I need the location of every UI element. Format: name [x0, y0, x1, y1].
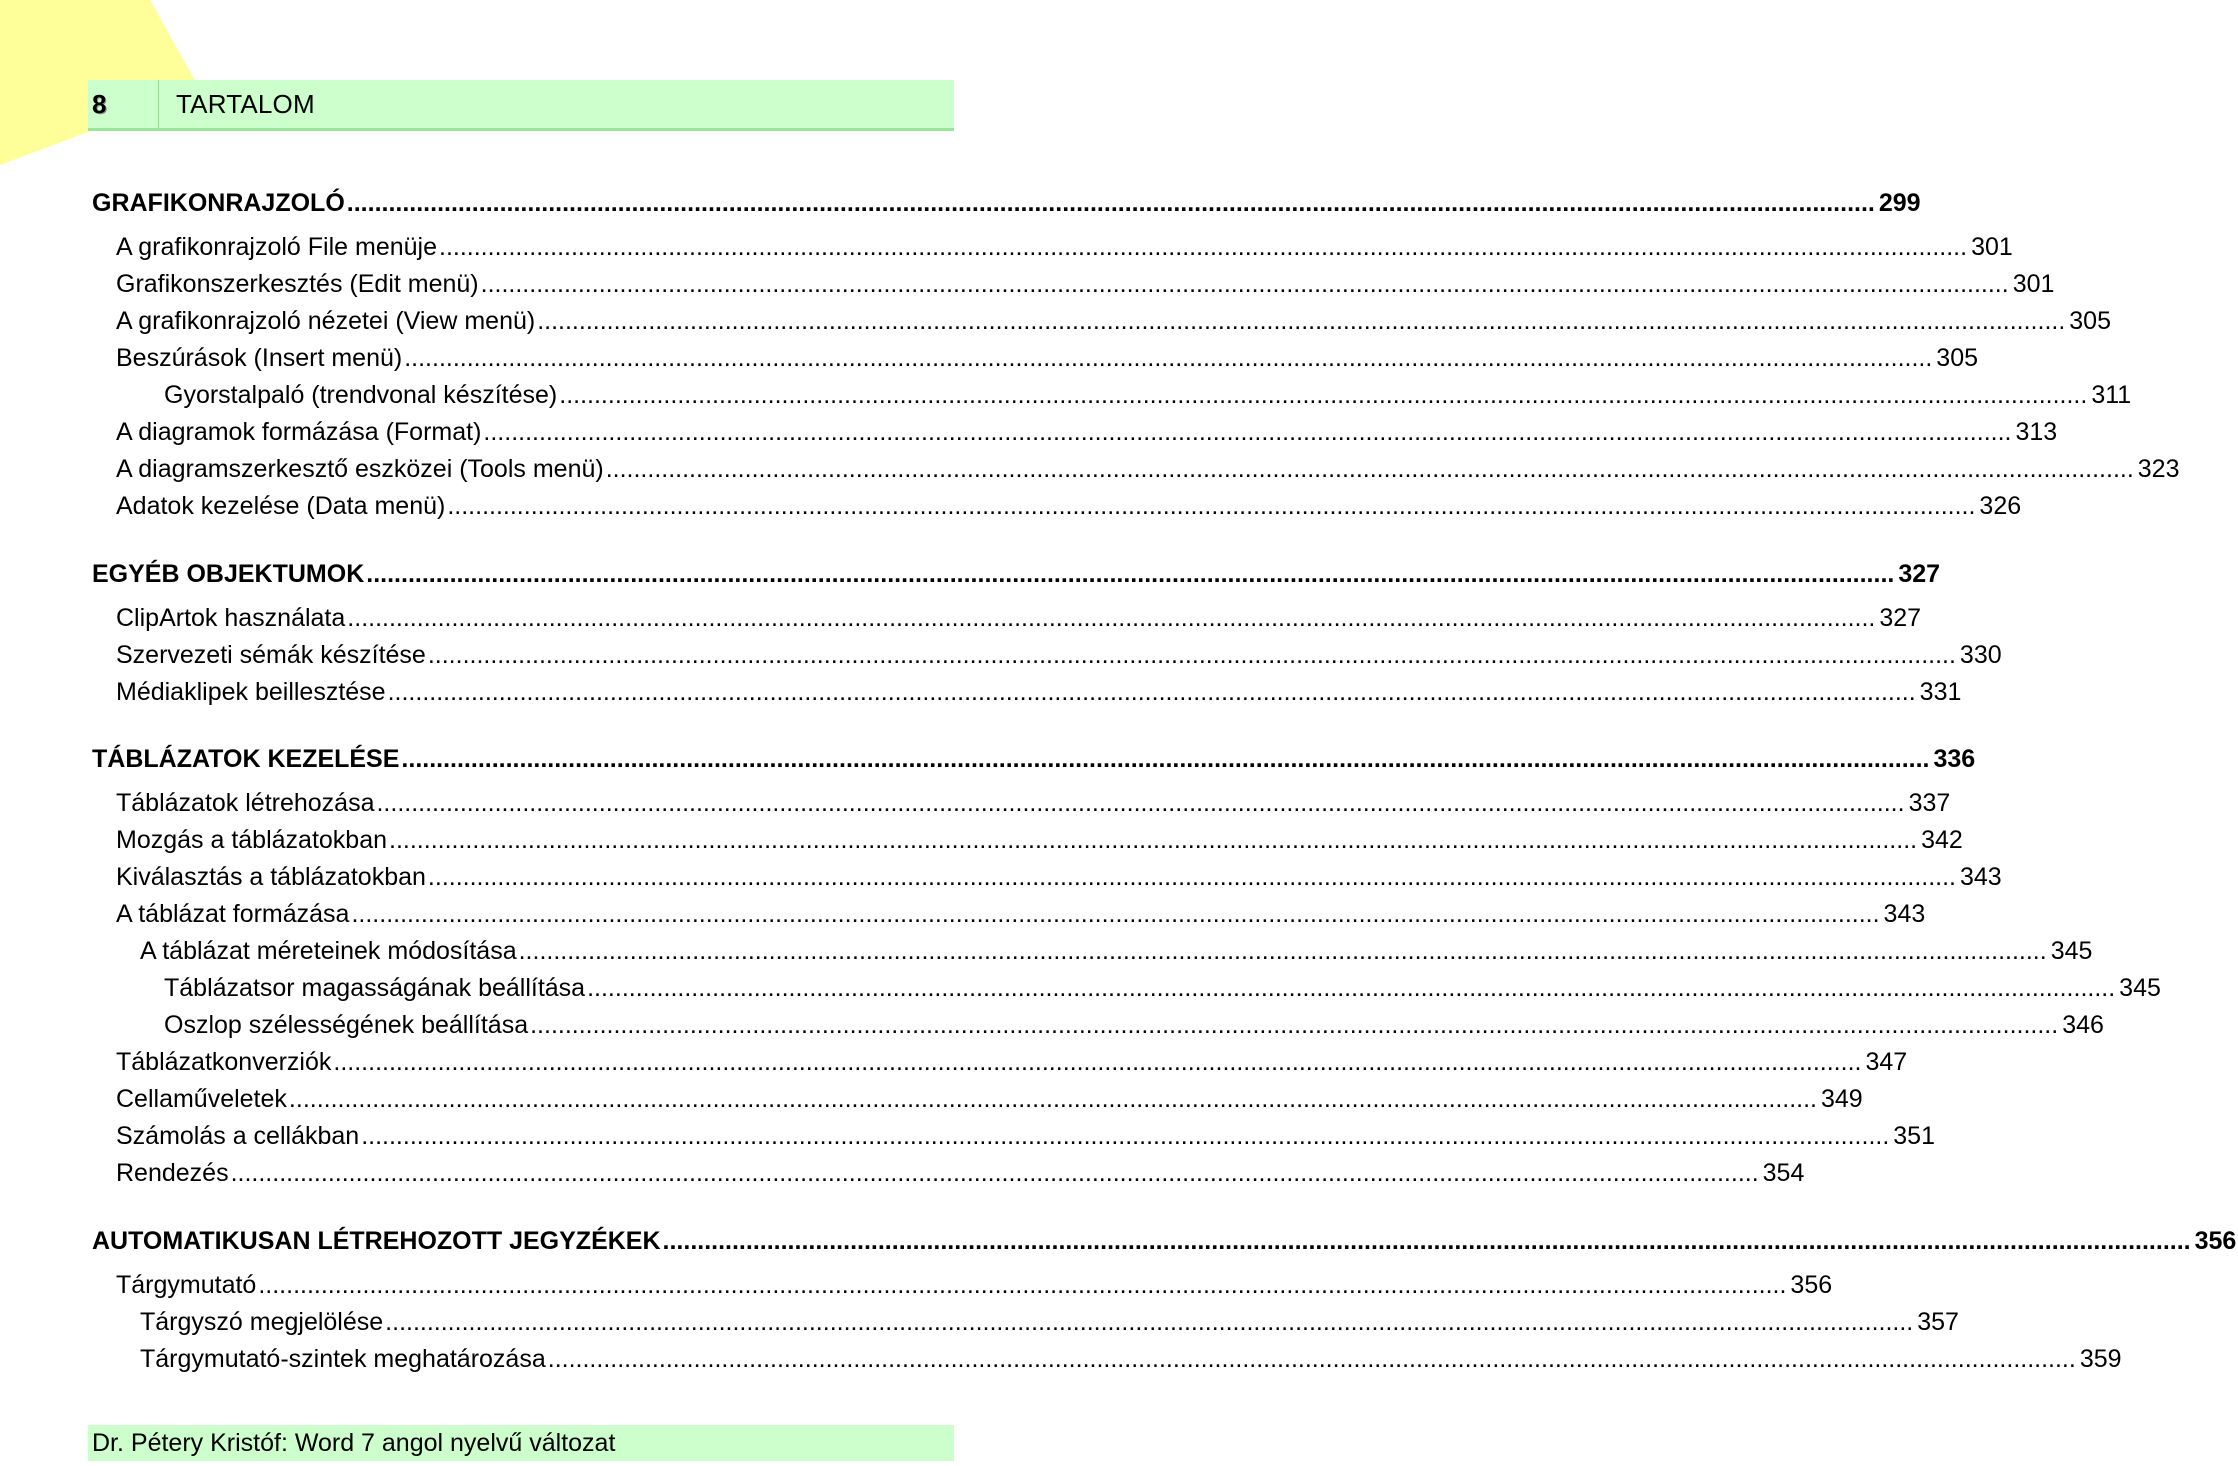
toc-page-number: 327 [1879, 604, 1922, 632]
toc-entry [0, 638, 2002, 672]
toc-entry [0, 1156, 1805, 1190]
toc-page-number: 313 [2015, 418, 2058, 446]
toc-leader-dots: ............................................................................................................................................................................................................................ [361, 1122, 1890, 1150]
toc-entry [0, 860, 2002, 894]
toc-page-number: 343 [1960, 863, 2002, 891]
toc-entry [0, 1268, 1833, 1302]
toc-entry-title: Médiaklipek beillesztése [116, 678, 386, 706]
toc-leader-dots: ............................................................................................................................................................................................................................ [547, 1345, 2076, 1373]
toc-section [0, 742, 1976, 776]
toc-entry-title: Táblázatok létrehozása [116, 789, 375, 817]
toc-entry [0, 1342, 2122, 1376]
toc-leader-dots: ............................................................................................................................................................................................................................ [404, 344, 1933, 372]
toc-page-number: 326 [1979, 492, 2022, 520]
toc-entry-title: Rendezés [116, 1159, 229, 1187]
toc-entry-title: A táblázat formázása [116, 900, 350, 928]
toc-page-number: 356 [1790, 1271, 1833, 1299]
toc-page-number: 357 [1917, 1308, 1959, 1336]
toc-leader-dots: ............................................................................................................................................................................................................................ [518, 937, 2047, 965]
toc-leader-dots: ............................................................................................................................................................................................................................ [537, 307, 2066, 335]
toc-entry [0, 823, 1963, 857]
toc-page-number: 301 [2012, 270, 2055, 298]
toc-entry-title: A grafikonrajzoló File menüje [116, 233, 437, 261]
toc-page-number: 351 [1893, 1122, 1935, 1150]
toc-page-number: 345 [2119, 974, 2161, 1002]
toc-entry-title: Számolás a cellákban [116, 1122, 360, 1150]
toc-entry-title: ClipArtok használata [116, 604, 346, 632]
toc-page-number: 336 [1933, 745, 1976, 773]
toc-page-number: 343 [1883, 900, 1926, 928]
toc-page-number: 299 [1878, 189, 1921, 217]
toc-entry [0, 601, 1922, 635]
toc-leader-dots: ............................................................................................................................................................................................................................ [258, 1271, 1787, 1299]
toc-entry [0, 415, 2058, 449]
toc-section [0, 1224, 2237, 1258]
toc-leader-dots: ............................................................................................................................................................................................................................ [483, 418, 2012, 446]
toc-entry-title: TÁBLÁZATOK KEZELÉSE [92, 745, 400, 773]
toc-page-number: 305 [2069, 307, 2111, 335]
toc-leader-dots: ............................................................................................................................................................................................................................ [401, 745, 1930, 773]
toc-page-number: 323 [2137, 455, 2180, 483]
toc-entry [0, 1119, 1935, 1153]
toc-entry-title: EGYÉB OBJEKTUMOK [92, 560, 365, 588]
toc-entry-title: A diagramszerkesztő eszközei (Tools menü) [116, 455, 604, 483]
toc-entry [0, 897, 1926, 931]
toc-leader-dots: ............................................................................................................................................................................................................................ [427, 863, 1956, 891]
toc-entry-title: A táblázat méreteinek módosítása [140, 937, 517, 965]
toc-leader-dots: ............................................................................................................................................................................................................................ [376, 789, 1905, 817]
toc-entry [0, 934, 2093, 968]
toc-leader-dots: ............................................................................................................................................................................................................................ [389, 826, 1918, 854]
page-title: TARTALOM [176, 89, 315, 119]
toc-entry-title: Tárgyszó megjelölése [140, 1308, 384, 1336]
toc-entry [0, 1008, 2104, 1042]
toc-entry [0, 1305, 1959, 1339]
toc-entry-title: Kiválasztás a táblázatokban [116, 863, 426, 891]
toc-entry-title: Beszúrások (Insert menü) [116, 344, 403, 372]
toc-entry-title: Tárgymutató-szintek meghatározása [140, 1345, 546, 1373]
toc-leader-dots: ............................................................................................................................................................................................................................ [439, 233, 1968, 261]
toc-entry [0, 1045, 1908, 1079]
toc-entry [0, 971, 2161, 1005]
toc-leader-dots: ............................................................................................................................................................................................................................ [351, 900, 1880, 928]
toc-page-number: 347 [1865, 1048, 1908, 1076]
toc-entry-title: GRAFIKONRAJZOLÓ [92, 189, 345, 217]
toc-leader-dots: ............................................................................................................................................................................................................................ [587, 974, 2116, 1002]
toc-leader-dots: ............................................................................................................................................................................................................................ [427, 641, 1956, 669]
toc-entry-title: Szervezeti sémák készítése [116, 641, 426, 669]
toc-page-number: 331 [1919, 678, 1962, 706]
toc-entry-title: Táblázatsor magasságának beállítása [164, 974, 586, 1002]
toc-page-number: 354 [1762, 1159, 1805, 1187]
toc-section [0, 557, 1941, 591]
page-header [88, 80, 954, 131]
toc-entry-title: A diagramok formázása (Format) [116, 418, 482, 446]
toc-entry [0, 267, 2055, 301]
toc-leader-dots: ............................................................................................................................................................................................................................ [387, 678, 1916, 706]
toc-page-number: 356 [2194, 1227, 2237, 1255]
toc-entry [0, 489, 2022, 523]
toc-entry [0, 786, 1951, 820]
page-number: 8 [88, 80, 159, 128]
toc-page-number: 349 [1821, 1085, 1863, 1113]
toc-leader-dots: ............................................................................................................................................................................................................................ [288, 1085, 1817, 1113]
toc-leader-dots: ............................................................................................................................................................................................................................ [230, 1159, 1759, 1187]
toc-page-number: 337 [1908, 789, 1951, 817]
toc-leader-dots: ............................................................................................................................................................................................................................ [559, 381, 2088, 409]
toc-page-number: 345 [2050, 937, 2093, 965]
toc-leader-dots: ............................................................................................................................................................................................................................ [447, 492, 1976, 520]
toc-entry-title: Mozgás a táblázatokban [116, 826, 388, 854]
toc-entry-title: Adatok kezelése (Data menü) [116, 492, 446, 520]
toc-leader-dots: ............................................................................................................................................................................................................................ [662, 1227, 2191, 1255]
toc-page-number: 330 [1959, 641, 2002, 669]
toc-leader-dots: ............................................................................................................................................................................................................................ [333, 1048, 1862, 1076]
toc-leader-dots: ............................................................................................................................................................................................................................ [385, 1308, 1914, 1336]
toc-entry-title: Tárgymutató [116, 1271, 257, 1299]
toc-leader-dots: ............................................................................................................................................................................................................................ [530, 1011, 2059, 1039]
toc-leader-dots: ............................................................................................................................................................................................................................ [346, 189, 1875, 217]
toc-leader-dots: ............................................................................................................................................................................................................................ [366, 560, 1895, 588]
toc-entry-title: AUTOMATIKUSAN LÉTREHOZOTT JEGYZÉKEK [92, 1227, 661, 1255]
toc-page-number: 327 [1898, 560, 1941, 588]
toc-entry [0, 304, 2111, 338]
toc-page-number: 301 [1971, 233, 2013, 261]
toc-page-number: 359 [2079, 1345, 2122, 1373]
toc-entry-title: Cellaműveletek [116, 1085, 287, 1113]
toc-page-number: 311 [2091, 381, 2132, 409]
toc-section [0, 186, 1921, 220]
toc-entry-title: Grafikonszerkesztés (Edit menü) [116, 270, 479, 298]
toc-entry [0, 378, 2132, 412]
toc-page-number: 346 [2062, 1011, 2104, 1039]
toc-entry [0, 341, 1979, 375]
toc-page-number: 342 [1921, 826, 1963, 854]
toc-entry [0, 452, 2180, 486]
toc-entry-title: Gyorstalpaló (trendvonal készítése) [164, 381, 558, 409]
toc-entry [0, 1082, 1863, 1116]
toc-entry [0, 230, 2013, 264]
toc-leader-dots: ............................................................................................................................................................................................................................ [605, 455, 2134, 483]
toc-entry-title: Oszlop szélességének beállítása [164, 1011, 529, 1039]
toc-leader-dots: ............................................................................................................................................................................................................................ [480, 270, 2009, 298]
page-footer: Dr. Pétery Kristóf: Word 7 angol nyelvű változat [88, 1425, 954, 1461]
toc-entry [0, 675, 1962, 709]
toc-entry-title: A grafikonrajzoló nézetei (View menü) [116, 307, 536, 335]
toc-page-number: 305 [1936, 344, 1979, 372]
toc-entry-title: Táblázatkonverziók [116, 1048, 332, 1076]
toc-leader-dots: ............................................................................................................................................................................................................................ [347, 604, 1876, 632]
